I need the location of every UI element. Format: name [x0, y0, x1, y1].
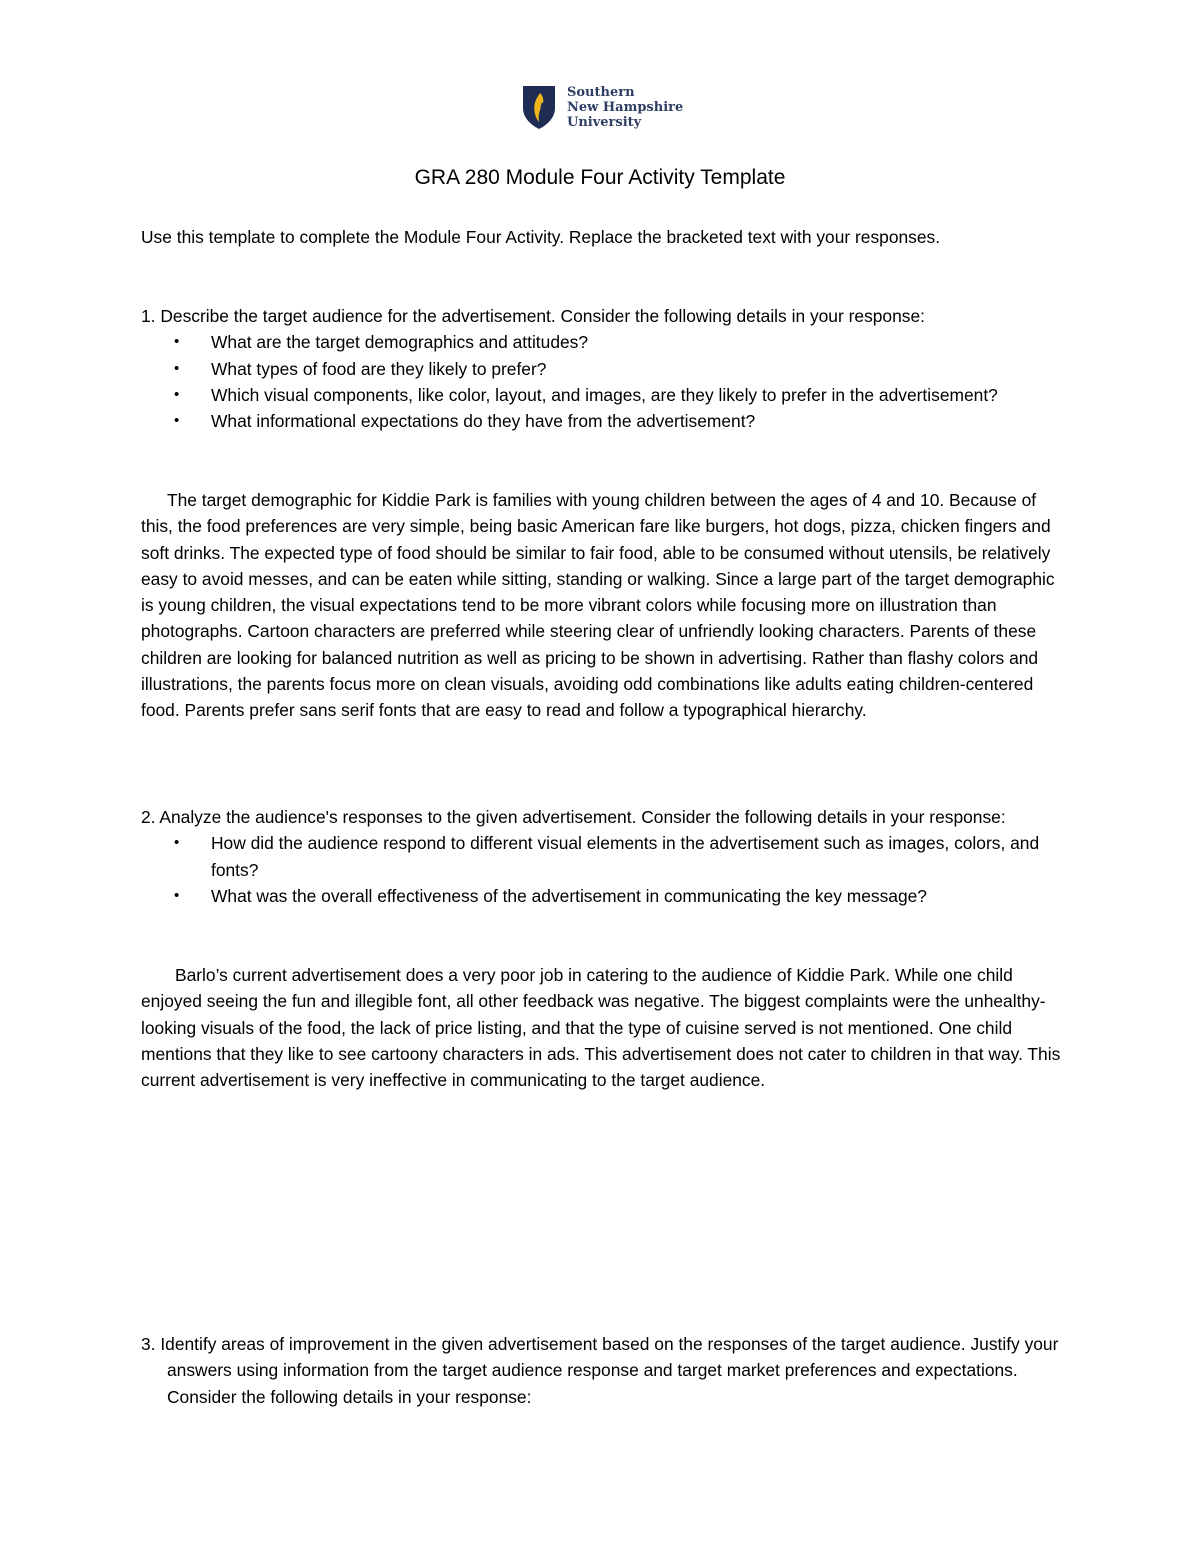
- logo-wordmark: [567, 85, 683, 130]
- list-item: • What are the target demographics and attitudes?: [174, 332, 589, 353]
- list-item: • What was the overall effectiveness of the advertisement in communicating the key message?: [174, 885, 927, 906]
- university-logo: [521, 84, 683, 132]
- question-2-answer: Barlo’s current advertisement does a very poor job in catering to the audience of Kiddie Park. While one child enjoyed seeing the fun and illegible font, all other feedback was negative. The biggest complaints were the unhealthy-looking visuals of the food, the lack of price listing, and that the type of cuisine served is not mentioned. One child mentions that they like to see cartoony characters in ads. This advertisement does not cater to children in that way. This current advertisement is very ineffective in communicating to the target audience.: [141, 965, 1061, 1091]
- question-2-section: [141, 804, 1061, 909]
- question-1-section: [141, 303, 1061, 434]
- question-2-answer-section: [141, 962, 1061, 1093]
- document-title: GRA 280 Module Four Activity Template: [414, 166, 786, 189]
- logo-line-1: Southern: [567, 85, 635, 100]
- list-item: • How did the audience respond to different visual elements in the advertisement such as images, colors, and fonts?: [174, 833, 1040, 880]
- list-item: • What informational expectations do they have from the advertisement?: [174, 411, 756, 432]
- question-2-bullets: [141, 830, 1061, 909]
- question-2-prompt: 2. Analyze the audience's responses to the given advertisement. Consider the following details in your response:: [141, 807, 1006, 827]
- question-1-answer-section: [141, 487, 1061, 724]
- list-item: • What types of food are they likely to prefer?: [174, 358, 547, 379]
- shield-flame-icon: [521, 84, 557, 130]
- question-3-section: [141, 1331, 1061, 1410]
- question-1-bullets: [141, 329, 1061, 434]
- intro-section: [141, 224, 1061, 250]
- question-1-prompt: 1. Describe the target audience for the advertisement. Consider the following details in your response:: [141, 306, 925, 326]
- intro-paragraph: Use this template to complete the Module Four Activity. Replace the bracketed text with your responses.: [141, 227, 941, 247]
- logo-line-2: New Hampshire: [567, 100, 684, 115]
- question-3-prompt: 3. Identify areas of improvement in the given advertisement based on the responses of the target audience. Justify your answers using information from the target audience response and target market preferences and expectations. Consider the following details in your response:: [141, 1334, 1059, 1407]
- logo-line-3: University: [567, 115, 642, 130]
- list-item: • Which visual components, like color, layout, and images, are they likely to prefer in the advertisement?: [174, 384, 998, 405]
- question-1-answer: The target demographic for Kiddie Park is families with young children between the ages of 4 and 10. Because of this, the food preferences are very simple, being basic American fare like burgers, hot dogs, pizza, chicken fingers and soft drinks. The expected type of food should be similar to fair food, able to be consumed without utensils, be relatively easy to avoid messes, and can be eaten while sitting, standing or walking. Since a large part of the target demographic is young children, the visual expectations tend to be more vibrant colors while focusing more on illustration than photographs. Cartoon characters are preferred while steering clear of unfriendly looking characters. Parents of these children are looking for balanced nutrition as well as pricing to be shown in advertising. Rather than flashy colors and illustrations, the parents focus more on clean visuals, avoiding odd combinations like adults eating children-centered food. Parents prefer sans serif fonts that are easy to read and follow a typographical hierarchy.: [141, 490, 1055, 721]
